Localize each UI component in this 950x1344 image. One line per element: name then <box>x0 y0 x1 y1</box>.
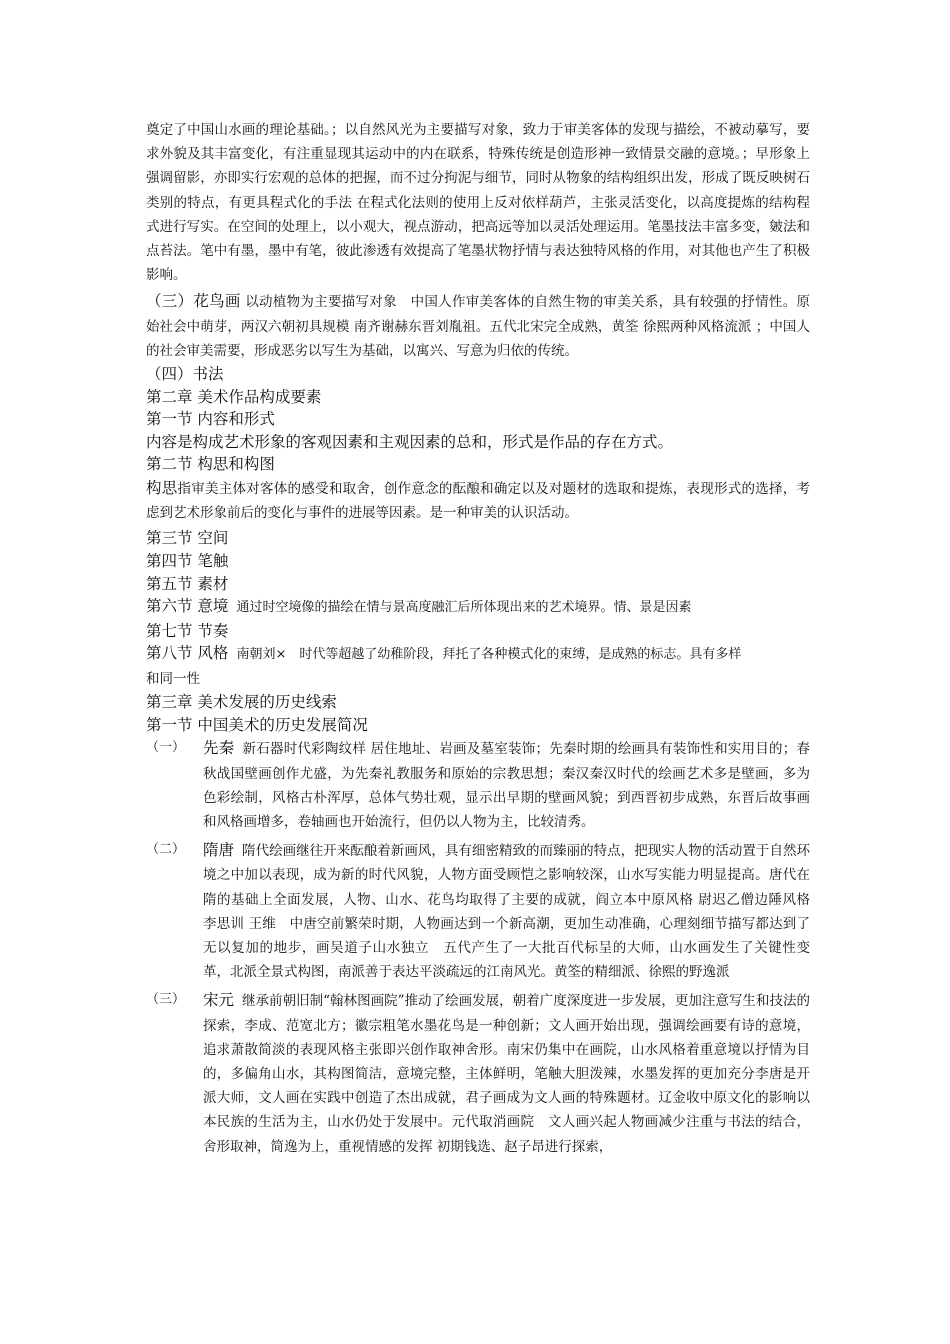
section-conception: 第二节 构思和构图 <box>146 455 275 474</box>
section-artistic-conception-title: 第六节 意境 <box>146 597 229 616</box>
section-style <box>146 642 810 667</box>
item-text: 新石器时代彩陶纹样 居住地址、岩画及墓室装饰；先秦时期的绘画具有装饰性和实用目的；春秋战国壁画创作尤盛，为先秦礼教服务和原始的宗教思想；秦汉秦汉时代的绘画艺术多是壁画，多为色彩绘制，风格古朴浑厚，总体气势壮观，显示出早期的壁画风貌；到西晋初步成熟，东晋后故事画和风格画增多，卷轴画也开始流行，但仍以人物为主，比较清秀。 <box>203 741 810 830</box>
item-number: （一） <box>146 740 186 756</box>
item-number: （二） <box>146 842 186 858</box>
list-item <box>146 988 810 1158</box>
style-note-continued: 和同一性 <box>146 670 200 687</box>
content-form-text: 内容是构成艺术形象的客观因素和主观因素的总和，形式是作品的存在方式。 <box>146 432 674 451</box>
item-heading: 隋唐 <box>203 841 235 860</box>
section-style-title: 第八节 风格 <box>146 644 229 663</box>
list-item <box>146 736 810 834</box>
document-page <box>146 118 824 1159</box>
section-chinese-art-history: 第一节 中国美术的历史发展简况 <box>146 715 368 734</box>
item-number: （三） <box>146 992 186 1008</box>
section-space: 第三节 空间 <box>146 529 229 548</box>
flower-bird-text: 以动植物为主要描写对象 中国人作审美客体的自然生物的审美关系，具有较强的抒情性。原始社会中萌芽，两汉六朝初具规模 南齐谢赫东晋刘胤祖。五代北宋完全成熟，黄筌 徐熙两种风格流派 ；中国人的社会审美需要，形成恶劣以写生为基础，以寓兴、写意为归依的传统。 <box>146 294 810 359</box>
section-artistic-conception <box>146 595 810 620</box>
conception-term: 构思 <box>146 479 178 497</box>
style-note: 南朝刘× 时代等超越了幼稚阶段，拜托了各种模式化的束缚，是成熟的标志。具有多样 <box>236 647 742 663</box>
section-brushstroke: 第四节 笔触 <box>146 552 229 570</box>
list-item <box>146 838 824 984</box>
chapter-3-title: 第三章 美术发展的历史线索 <box>146 693 337 712</box>
item-heading: 先秦 <box>203 739 235 758</box>
chapter-2-title: 第二章 美术作品构成要素 <box>146 387 322 406</box>
item-heading: 宋元 <box>203 991 235 1010</box>
conception-text: 指审美主体对客体的感受和取舍，创作意念的酝酿和确定以及对题材的选取和提炼，表现形式的选择，考虑到艺术形象前后的变化与事件的进展等因素。是一种审美的认识活动。 <box>146 481 810 522</box>
paragraph-landscape: 奠定了中国山水画的理论基础。；以自然风光为主要描写对象，致力于审美客体的发现与描绘，不被动摹写，要求外貌及其丰富变化，有注重显现其运动中的内在联系，特殊传统是创造形神一致情景交融的意境。；早形象上强调留影，亦即实行宏观的总体的把握，而不过分拘泥与细节，同时从物象的结构组织出发，形成了既反映树石类别的特点，有更具程式化的手法 在程式化法则的使用上反对依样葫芦，主张灵活变化，以高度提炼的结构程式进行写实。在空间的处理上，以小观大，视点游动，把高远等加以灵活处理运用。笔墨技法丰富多变，皴法和点苔法。笔中有墨，墨中有笔，彼此渗透有效提高了笔墨状物抒情与表达独特风格的作用，对其他也产生了积极影响。 <box>146 122 810 284</box>
paragraph-flower-bird <box>146 289 810 363</box>
section-rhythm: 第七节 节奏 <box>146 621 229 640</box>
item-text: 继承前朝旧制“翰林图画院”推动了绘画发展，朝着广度深度进一步发展，更加注意写生和技法的探索，李成、范宽北方；徽宗粗笔水墨花鸟是一种创新；文人画开始出现，强调绘画要有诗的意境，追求萧散简淡的表现风格主张即兴创作取神舍形。南宋仍集中在画院，山水风格着重意境以抒情为目的，多偏角山水，其构图简洁，意境完整，主体鲜明，笔触大胆泼辣，水墨发挥的更加充分李唐是开派大师，文人画在实践中创造了杰出成就，君子画成为文人画的特殊题材。辽金收中原文化的影响以本民族的生活为主，山水仍处于发展中。元代取消画院 文人画兴起人物画减少注重与书法的结合，舍形取神，简逸为上，重视情感的发挥 初期钱选、赵子昂进行探索， <box>203 993 810 1155</box>
artistic-conception-note: 通过时空境像的描绘在情与景高度融汇后所体现出来的艺术境界。情、景是因素 <box>236 600 692 616</box>
heading-calligraphy: （四）书法 <box>146 365 224 384</box>
item-text: 隋代绘画继往开来酝酿着新画风，具有细密精致的而臻丽的特点，把现实人物的活动置于自然环境之中加以表现，成为新的时代风貌，人物方面受顾恺之影响较深，山水写实能力明显提高。唐代在隋的基础上全面发展，人物、山水、花鸟均取得了主要的成就，阎立本中原风格 尉迟乙僧边陲风格 李思训 王维 中唐空前繁荣时期，人物画达到一个新高潮，更加生动准确，心理刻细节描写都达到了无以复加的地步，画吴道子山水独立 五代产生了一大批百代标呈的大师，山水画发生了关键性变革，北派全景式构图，南派善于表达平淡疏远的江南风光。黄筌的精细派、徐熙的野逸派 <box>203 843 824 981</box>
section-content-form: 第一节 内容和形式 <box>146 410 275 429</box>
paragraph-conception <box>146 476 810 525</box>
section-material: 第五节 素材 <box>146 574 229 593</box>
heading-flower-bird: （三）花鸟画 <box>146 292 241 311</box>
